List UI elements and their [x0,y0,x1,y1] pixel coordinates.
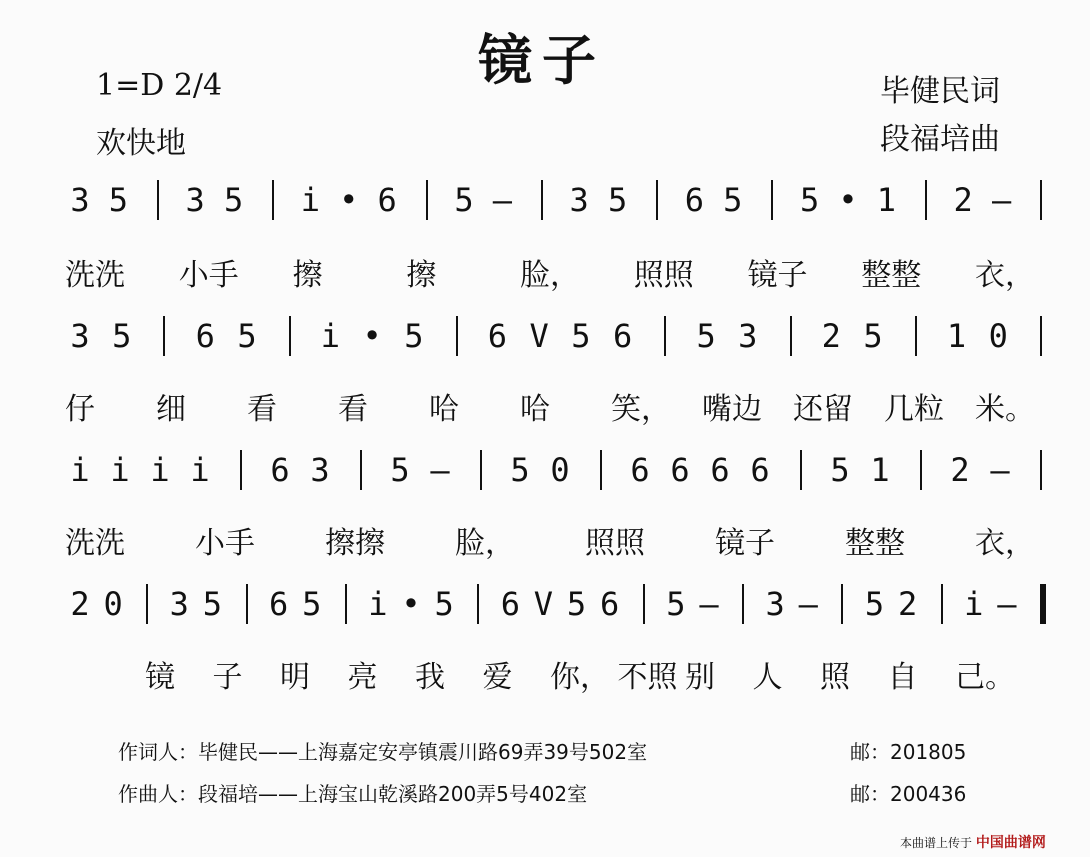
lyric-word: 你， [550,660,610,695]
lyric-word: 擦 [292,258,323,293]
note: 1 [946,317,967,355]
lyric-word: 笑， [611,392,671,427]
note: 2 [70,585,90,623]
score-line-4 [0,574,1090,634]
note: 3 [70,181,90,219]
barline [272,180,274,220]
lyric-word: 脸， [520,258,580,293]
lyric-word: 衣， [975,526,1035,561]
score-line-3 [0,440,1090,500]
barline [477,584,479,624]
lyric-word: 人 [752,660,783,695]
note: 5 [666,585,686,623]
note: 5 [223,181,244,219]
lyric-word: 嘴边 [702,392,762,427]
note: i [368,585,388,623]
breath-mark: V [529,317,549,355]
lyric-word: 脸， [455,526,515,561]
lyric-word: 子 [212,660,243,695]
lyric-word: 几粒 [884,392,944,427]
note: 3 [310,451,330,489]
barline [915,316,917,356]
lyricist-credit: 毕健民词 [880,74,1000,109]
watermark-brand: 中国曲谱网 [975,835,1046,851]
lyric-word: 自 [887,660,918,695]
barline [1040,180,1042,220]
barline [163,316,165,356]
note: 6 [270,451,290,489]
lyric-line-2 [0,384,1090,434]
barline [480,450,482,490]
note: 0 [988,317,1008,355]
note: 6 [195,317,215,355]
note: 5 [864,585,885,623]
lyric-word: 照照 [633,258,694,293]
barline [656,180,658,220]
lyric-word: 镜子 [747,258,808,293]
note: 6 [600,585,620,623]
lyric-word: 衣， [975,258,1035,293]
note: i [70,451,90,489]
note: 5 [434,585,454,623]
note: i [964,585,984,623]
note: 6 [750,451,770,489]
barline [1040,450,1042,490]
barline [246,584,248,624]
note: 5 [108,181,129,219]
lyric-line-1 [0,250,1090,300]
lyric-line-3 [0,518,1090,568]
watermark [900,832,1046,852]
lyric-word: 还留 [793,392,853,427]
note: 5 [454,181,474,219]
barline [920,450,922,490]
barline [600,450,602,490]
note: 6 [684,181,705,219]
note: 2 [950,451,970,489]
note: 0 [103,585,123,623]
lyric-word: 哈 [429,392,459,427]
note: 6 [670,451,690,489]
note: i [320,317,341,355]
lyric-word: 亮 [347,660,378,695]
note: i [150,451,170,489]
lyric-word: 镜 [145,660,175,695]
note: • [838,181,858,219]
lyric-word: 哈 [520,392,550,427]
note: i [300,181,321,219]
note: 5 [830,451,850,489]
composer-address: 作曲人：段福培——上海宝山乾溪路200弄5号402室 [118,782,588,806]
note: — [990,451,1010,489]
note: 5 [202,585,223,623]
barline [240,450,242,490]
barline [742,584,744,624]
note: 3 [569,181,589,219]
barline [456,316,458,356]
lyric-word: 不照 [617,660,678,695]
lyric-word: 照 [820,660,850,695]
lyric-word: 擦 [406,258,437,293]
note: 5 [112,317,132,355]
lyric-word: 米。 [975,392,1035,427]
note: i [110,451,130,489]
final-barline [1040,584,1046,624]
note: 6 [268,585,289,623]
barline [541,180,543,220]
score-line-2 [0,306,1090,366]
lyric-word: 照照 [585,526,645,561]
note: 0 [550,451,570,489]
lyric-word: 爱 [482,660,513,695]
barline [790,316,792,356]
note: 5 [390,451,410,489]
note: 5 [863,317,883,355]
note: • [339,181,359,219]
song-title: 镜子 [478,29,606,92]
lyricist-zip: 邮：201805 [850,740,967,764]
lyric-word: 擦擦 [325,526,385,561]
note: 3 [765,585,785,623]
note: 5 [566,585,587,623]
note: 3 [70,317,90,355]
note: 2 [897,585,918,623]
breath-mark: V [533,585,554,623]
lyric-word: 明 [280,660,310,695]
barline [771,180,773,220]
note: 6 [710,451,730,489]
barline [157,180,159,220]
barline [1040,316,1042,356]
score-line-1 [0,170,1090,230]
tempo-marking: 欢快地 [96,126,186,161]
lyric-word: 镜子 [715,526,775,561]
note: 5 [723,181,743,219]
note: 1 [876,181,897,219]
lyric-word: 看 [247,392,277,427]
note: — [492,181,513,219]
note: 3 [185,181,205,219]
lyric-word: 洗洗 [65,526,125,561]
note: — [798,585,818,623]
barline [345,584,347,624]
note: — [991,181,1012,219]
lyricist-address: 作词人：毕健民——上海嘉定安亭镇震川路69弄39号502室 [118,740,648,764]
lyric-word: 别 [685,660,715,695]
key-time-signature: 1=D 2/4 [96,68,223,103]
note: 5 [237,317,257,355]
note: 6 [630,451,650,489]
note: 5 [696,317,716,355]
barline [941,584,943,624]
composer-zip: 邮：200436 [850,782,967,806]
note: 5 [571,317,591,355]
lyric-line-4 [0,652,1090,702]
note: 3 [738,317,758,355]
lyric-word: 己。 [955,660,1015,695]
note: 6 [500,585,520,623]
note: 5 [799,181,820,219]
barline [664,316,666,356]
note: 6 [377,181,397,219]
note: 5 [404,317,424,355]
lyric-word: 小手 [195,526,255,561]
note: — [997,585,1017,623]
barline [841,584,843,624]
barline [289,316,291,356]
barline [146,584,148,624]
note: • [401,585,421,623]
lyric-word: 细 [156,392,186,427]
lyric-word: 小手 [178,258,239,293]
barline [800,450,802,490]
note: • [362,317,382,355]
note: 2 [953,181,973,219]
lyric-word: 仔 [65,392,95,427]
barline [643,584,645,624]
note: 5 [510,451,530,489]
note: — [430,451,450,489]
lyric-word: 整整 [861,258,922,293]
lyric-word: 整整 [845,526,905,561]
barline [925,180,927,220]
lyric-word: 看 [338,392,368,427]
note: 6 [612,317,633,355]
note: 2 [821,317,841,355]
lyric-word: 我 [415,660,445,695]
note: 6 [487,317,508,355]
lyric-word: 洗洗 [65,258,125,293]
note: — [699,585,719,623]
barline [360,450,362,490]
note: 5 [302,585,322,623]
composer-credit: 段福培曲 [880,122,1000,157]
watermark-text: 本曲谱上传于 [900,836,973,850]
barline [426,180,428,220]
note: 3 [169,585,189,623]
note: 5 [607,181,628,219]
note: i [190,451,210,489]
note: 1 [870,451,890,489]
